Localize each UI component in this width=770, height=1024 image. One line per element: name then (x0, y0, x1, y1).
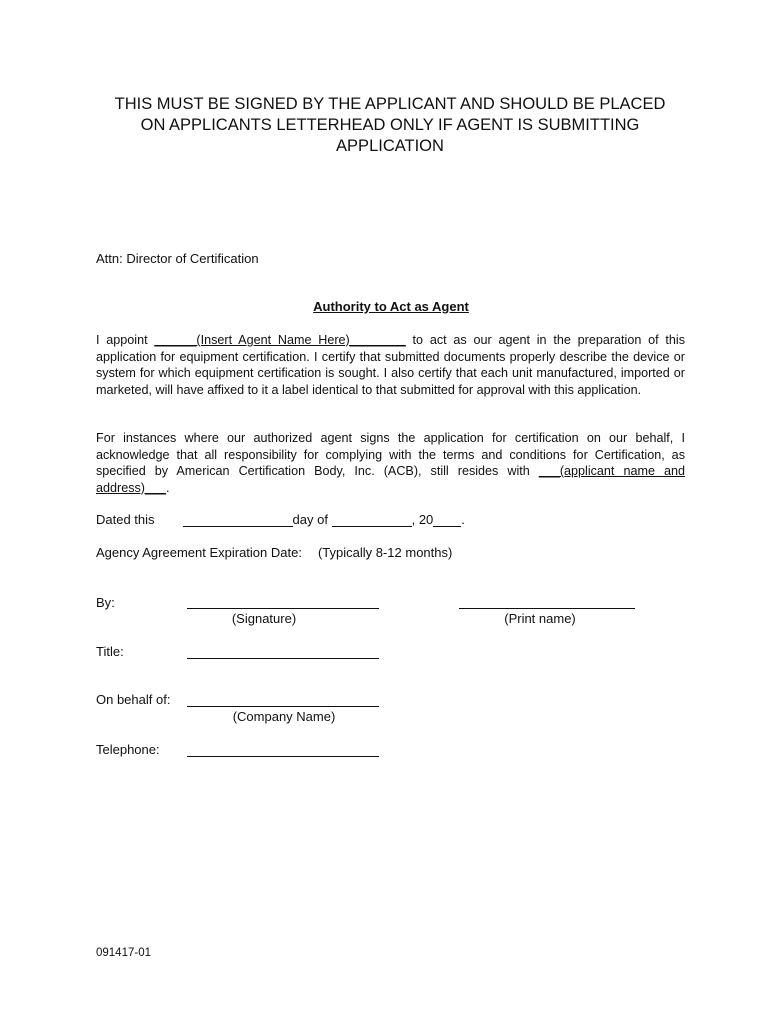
title-line-3: APPLICATION (336, 137, 444, 155)
telephone-line[interactable] (187, 756, 379, 757)
signature-caption: (Signature) (231, 611, 297, 626)
document-title (80, 94, 700, 157)
responsibility-end: . (166, 480, 170, 495)
print-name-line[interactable] (459, 608, 635, 609)
expiration-row (96, 545, 452, 560)
form-code: 091417-01 (96, 947, 151, 959)
section-heading (96, 299, 686, 314)
dated-row (96, 512, 465, 527)
heading-text: Authority to Act as Agent (313, 299, 469, 314)
company-caption: (Company Name) (232, 709, 336, 724)
dated-label: Dated this (96, 512, 155, 527)
responsibility-text: For instances where our authorized agent signs the application for certification on our behalf, I acknowledge that all responsibility for complying with the terms and conditions for Certification, as specified by American Certification Body, Inc. (ACB), still resides with (96, 431, 685, 479)
signature-line[interactable] (187, 608, 379, 609)
appointment-text: to act as our agent in the preparation of this application for equipment certification. I certify that submitted documents properly describe the device or system for which equipment certification is sought. I also certify that each unit manufactured, imported or marketed, will have affixed to it a label identical to that submitted for approval with this application. (96, 333, 685, 397)
appointment-paragraph (96, 332, 685, 398)
title-line[interactable] (187, 658, 379, 659)
expiration-label: Agency Agreement Expiration Date: (96, 545, 302, 560)
expiration-value: (Typically 8-12 months) (317, 545, 453, 560)
behalf-label: On behalf of: (96, 692, 171, 707)
telephone-label: Telephone: (96, 742, 160, 757)
title-line-1: THIS MUST BE SIGNED BY THE APPLICANT AND SHOULD BE PLACED (114, 95, 666, 113)
print-name-caption: (Print name) (504, 611, 576, 626)
month-field[interactable] (332, 513, 412, 527)
day-field[interactable] (183, 513, 293, 527)
by-label: By: (96, 595, 115, 610)
attention-line: Attn: Director of Certification (96, 251, 259, 266)
title-line-2: ON APPLICANTS LETTERHEAD ONLY IF AGENT IS SUBMITTING (140, 116, 640, 134)
agent-name-field[interactable]: ______(Insert Agent Name Here)________ (154, 333, 406, 347)
appointment-lead: I appoint (96, 333, 155, 347)
year-prefix: , 20 (411, 512, 434, 527)
applicant-name-field[interactable]: ___(applicant name and address)___ (96, 464, 686, 495)
responsibility-paragraph (96, 430, 685, 496)
day-of-label: day of (292, 512, 328, 527)
dated-end: . (461, 512, 465, 527)
company-line[interactable] (187, 706, 379, 707)
title-label: Title: (96, 644, 124, 659)
year-field[interactable] (433, 513, 461, 527)
